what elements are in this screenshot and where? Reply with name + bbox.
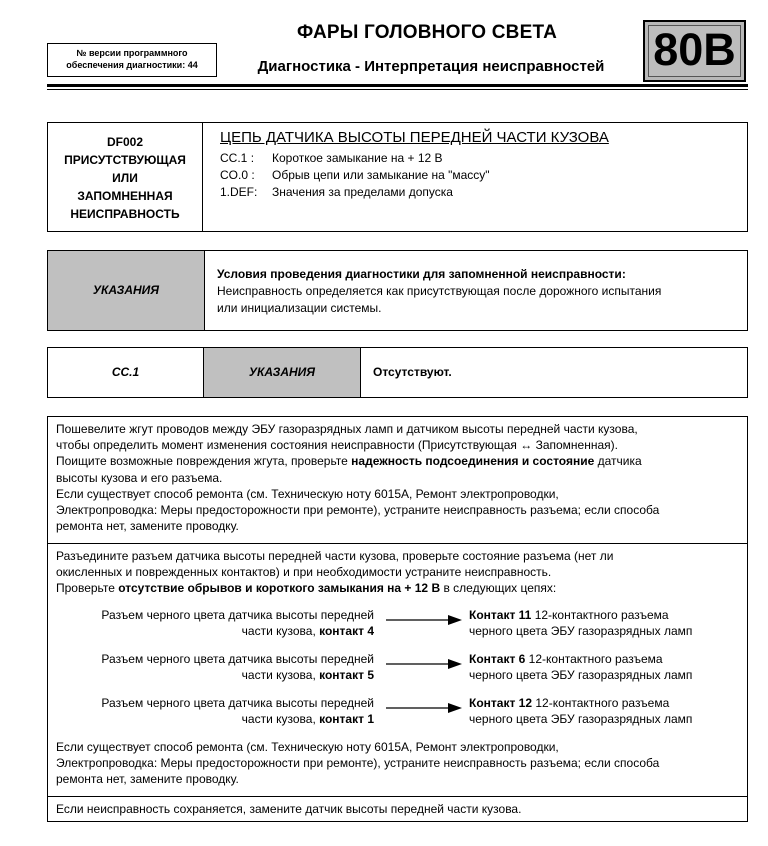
procedure-line xyxy=(56,580,739,596)
connection-target-line: черного цвета ЭБУ газоразрядных ламп xyxy=(469,667,693,682)
arrow-right-icon xyxy=(386,614,462,626)
connection-source-text: части кузова, xyxy=(241,667,320,682)
connection-target xyxy=(469,695,749,727)
cc1-notes-label: УКАЗАНИЯ xyxy=(204,348,361,397)
procedure-text: Поищите возможные повреждения жгута, проверьте xyxy=(56,454,352,469)
fault-status-line: ИЛИ xyxy=(112,171,138,185)
procedure-line: чтобы определить момент изменения состояния неисправности (Присутствующая ↔ Запомненная). xyxy=(56,438,618,453)
fault-item-code-text: CO.0 xyxy=(220,168,249,182)
cc1-row xyxy=(47,347,748,398)
connection-source xyxy=(56,651,374,683)
connection-row xyxy=(56,607,739,651)
fault-item xyxy=(220,150,740,167)
procedure-block-1 xyxy=(47,416,748,544)
fault-item-code-text: 1.DEF: xyxy=(220,185,258,199)
procedure-text: датчика xyxy=(594,454,642,469)
fault-item xyxy=(220,184,740,201)
document-title: ФАРЫ ГОЛОВНОГО СВЕТА xyxy=(297,22,557,43)
procedure-block-3 xyxy=(47,796,748,822)
connection-row xyxy=(56,651,739,695)
connection-target-line: черного цвета ЭБУ газоразрядных ламп xyxy=(469,623,693,638)
fault-item-sep: : xyxy=(251,168,255,182)
procedure-line: ремонта нет, замените проводку. xyxy=(56,519,239,534)
software-version-box xyxy=(47,43,217,77)
procedure-line: ремонта нет, замените проводку. xyxy=(56,772,239,787)
fault-item-code xyxy=(220,150,272,167)
procedure-bold-text: отсутствие обрывов и короткого замыкания на + 12 В xyxy=(118,581,441,596)
connection-target-line xyxy=(469,695,749,711)
procedure-line xyxy=(56,453,739,469)
notes-text xyxy=(217,266,742,317)
connection-source xyxy=(56,607,374,639)
procedure-line: Электропроводка: Меры предосторожности при ремонте), устраните неисправность разъема; если способа xyxy=(56,755,660,770)
fault-status-line: ЗАПОМНЕННАЯ xyxy=(77,189,173,203)
fault-item-text: Короткое замыкание на + 12 В xyxy=(272,151,443,165)
connection-source-pin: контакт 4 xyxy=(319,623,374,638)
procedure-text: Проверьте xyxy=(56,581,119,596)
fault-status-line: НЕИСПРАВНОСТЬ xyxy=(70,207,180,221)
notes-line: Неисправность определяется как присутствующая после дорожного испытания xyxy=(217,284,662,298)
arrow-right-icon xyxy=(386,658,462,670)
fault-item xyxy=(220,167,740,184)
header-rule-thick xyxy=(47,84,748,87)
section-code: 80B xyxy=(653,24,736,75)
fault-item-text: Значения за пределами допуска xyxy=(272,185,453,199)
notes-heading: Условия проведения диагностики для запомненной неисправности: xyxy=(217,267,626,281)
connection-target-text: 12-контактного разъема xyxy=(525,651,663,666)
fault-item-text: Обрыв цепи или замыкание на "массу" xyxy=(272,168,490,182)
version-label-line2: обеспечения диагностики: 44 xyxy=(66,60,198,70)
connection-source-line xyxy=(56,711,374,727)
connection-source-line xyxy=(56,667,374,683)
procedure-line: Если существует способ ремонта (см. Техническую ноту 6015A, Ремонт электропроводки, xyxy=(56,486,559,501)
fault-item-code xyxy=(220,167,272,184)
procedure-line: Электропроводка: Меры предосторожности при ремонте), устраните неисправность разъема; если способа xyxy=(56,503,660,518)
spacer xyxy=(56,597,739,607)
connection-source xyxy=(56,695,374,727)
connection-target-line xyxy=(469,651,749,667)
procedure-bold-text: надежность подсоединения и состояние xyxy=(351,454,595,469)
connection-target-pin: Контакт 6 xyxy=(469,651,526,666)
notes-line: или инициализации системы. xyxy=(217,301,382,315)
header-rule-thin xyxy=(47,89,748,90)
procedure-line: высоты кузова и его разъема. xyxy=(56,470,223,485)
connection-source-text: части кузова, xyxy=(241,623,320,638)
procedure-line: Пошевелите жгут проводов между ЭБУ газоразрядных ламп и датчиком высоты передней части кузова, xyxy=(56,422,638,436)
document-subtitle: Диагностика - Интерпретация неисправностей xyxy=(257,58,605,75)
connection-row xyxy=(56,695,739,739)
procedure-line: Разъедините разъем датчика высоты передней части кузова, проверьте состояние разъема (нет ли xyxy=(56,549,614,563)
connection-source-line: Разъем черного цвета датчика высоты передней xyxy=(101,651,374,666)
fault-item-code-text: CC.1 xyxy=(220,151,248,165)
fault-status-line: ПРИСУТСТВУЮЩАЯ xyxy=(64,153,186,167)
fault-item-sep: : xyxy=(250,151,255,165)
connection-source-pin: контакт 5 xyxy=(319,667,374,682)
connection-target-pin: Контакт 11 xyxy=(469,607,532,622)
fault-block xyxy=(47,122,748,232)
connection-source-line xyxy=(56,623,374,639)
connection-target xyxy=(469,651,749,683)
fault-title: ЦЕПЬ ДАТЧИКА ВЫСОТЫ ПЕРЕДНЕЙ ЧАСТИ КУЗОВА xyxy=(220,129,609,146)
fault-status-cell xyxy=(48,123,203,231)
connection-target-pin: Контакт 12 xyxy=(469,695,533,710)
cc1-code: CC.1 xyxy=(48,348,204,397)
notes-label: УКАЗАНИЯ xyxy=(48,251,205,330)
connection-target-text: 12-контактного разъема xyxy=(532,695,670,710)
notes-block xyxy=(47,250,748,331)
procedure-line: Если неисправность сохраняется, замените датчик высоты передней части кузова. xyxy=(56,802,522,816)
connection-target-text: 12-контактного разъема xyxy=(531,607,669,622)
procedure-text: в следующих цепях: xyxy=(440,581,557,596)
procedure-line: Если существует способ ремонта (см. Техническую ноту 6015A, Ремонт электропроводки, xyxy=(56,739,559,754)
connection-target-line: черного цвета ЭБУ газоразрядных ламп xyxy=(469,711,693,726)
connection-target xyxy=(469,607,749,639)
connection-source-pin: контакт 1 xyxy=(319,711,374,726)
procedure-line: окисленных и поврежденных контактов) и при необходимости устраните неисправность. xyxy=(56,565,552,580)
procedure-block-2 xyxy=(47,543,748,797)
fault-item-code xyxy=(220,184,272,201)
connection-source-line: Разъем черного цвета датчика высоты передней xyxy=(101,607,374,622)
connection-target-line xyxy=(469,607,749,623)
version-label-line1: № версии программного xyxy=(76,48,188,58)
cc1-notes-value: Отсутствуют. xyxy=(373,365,452,379)
arrow-right-icon xyxy=(386,702,462,714)
connection-source-text: части кузова, xyxy=(241,711,320,726)
section-code-badge xyxy=(643,20,746,82)
fault-description xyxy=(220,129,740,201)
connection-source-line: Разъем черного цвета датчика высоты передней xyxy=(101,695,374,710)
fault-code: DF002 xyxy=(106,135,144,149)
